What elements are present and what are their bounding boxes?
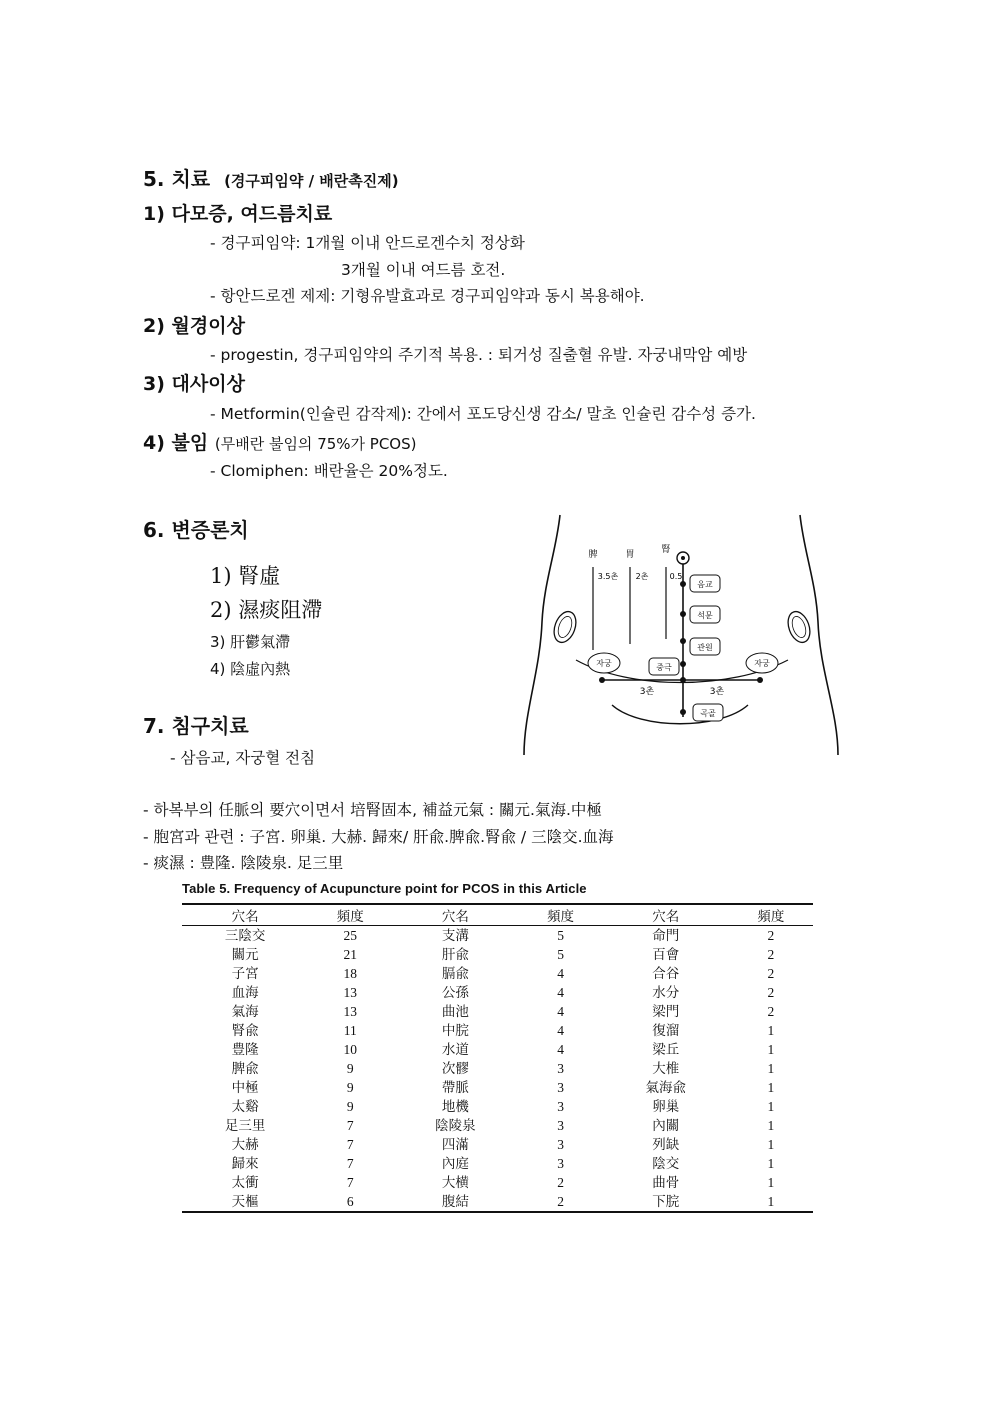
svg-text:석문: 석문 — [697, 611, 713, 620]
section5-item3-line1: - Metformin(인슐린 감작제): 간에서 포도당신생 감소/ 말초 인슐린 감수성 증가. — [210, 405, 756, 423]
point-name-cell: 腹結 — [392, 1192, 518, 1212]
frequency-cell: 1 — [767, 1137, 775, 1152]
frequency-cell: 9 — [346, 1099, 354, 1114]
frequency-cell: 7 — [346, 1156, 354, 1171]
section5-item1-line3: - 항안드로겐 제제: 기형유발효과로 경구피임약과 동시 복용해야. — [210, 287, 645, 305]
header-point-1: 穴名 — [182, 904, 308, 926]
point-name-cell: 命門 — [652, 928, 680, 943]
point-name-cell: 中極 — [231, 1080, 259, 1095]
point-name-cell: 天樞 — [182, 1192, 308, 1212]
section5-item4-line1: - Clomiphen: 배란율은 20%정도. — [210, 462, 448, 480]
frequency-cell: 11 — [343, 1023, 357, 1038]
section7-line: - 삼음교, 자궁혈 전침 — [170, 749, 316, 767]
point-name-cell: 四滿 — [441, 1137, 469, 1152]
frequency-cell: 13 — [343, 1004, 357, 1019]
point-name-cell: 卵巢 — [652, 1099, 680, 1114]
point-name-cell: 曲池 — [441, 1004, 469, 1019]
frequency-cell: 1 — [729, 1192, 813, 1212]
frequency-cell: 2 — [519, 1192, 603, 1212]
point-name-cell: 大椎 — [652, 1061, 680, 1076]
section5-item2-title: 2) 월경이상 — [143, 315, 245, 337]
point-name-cell: 公孫 — [441, 985, 469, 1000]
table-row — [182, 926, 813, 946]
table-row — [182, 1097, 813, 1116]
section6-item1: 1) 腎虛 — [210, 564, 281, 588]
point-label-gwanwon — [690, 638, 720, 655]
table-row — [182, 1021, 813, 1040]
svg-text:자궁: 자궁 — [754, 659, 770, 668]
frequency-cell: 1 — [767, 1175, 775, 1190]
svg-text:음교: 음교 — [697, 580, 713, 589]
frequency-cell: 1 — [767, 1099, 775, 1114]
header-point-2: 穴名 — [392, 904, 518, 926]
frequency-cell: 4 — [557, 966, 564, 981]
point-name-cell: 陰陵泉 — [435, 1118, 476, 1133]
table-body — [182, 926, 813, 1213]
table-row — [182, 1059, 813, 1078]
pelvis-curve — [612, 705, 748, 724]
frequency-cell: 2 — [767, 1004, 775, 1019]
frequency-cell: 2 — [767, 966, 775, 981]
meridian-label-spleen: 脾 — [588, 550, 598, 560]
table-row — [182, 983, 813, 1002]
table-row — [182, 1002, 813, 1021]
point-name-cell: 下脘 — [603, 1192, 729, 1212]
point-label-junggeuk — [649, 658, 679, 675]
point-name-cell: 水道 — [441, 1042, 469, 1057]
point-name-cell: 支溝 — [441, 928, 469, 943]
point-name-cell: 膈兪 — [441, 966, 469, 981]
point-label-jagung-left — [588, 653, 620, 673]
left-hip-bone — [550, 609, 580, 646]
table-caption: Table 5. Frequency of Acupuncture point for PCOS in this Article — [182, 881, 587, 896]
point-name-cell: 合谷 — [652, 966, 680, 981]
point-name-cell: 肝兪 — [441, 947, 469, 962]
section5-heading: 5. 치료 (경구피임약 / 배란촉진제) — [143, 167, 399, 191]
point-name-cell: 百會 — [652, 947, 680, 962]
frequency-cell: 13 — [343, 985, 357, 1000]
frequency-cell: 2 — [767, 947, 775, 962]
abdomen-acupoint-diagram — [520, 512, 842, 760]
frequency-cell: 7 — [346, 1137, 354, 1152]
point-name-cell: 腎兪 — [231, 1023, 259, 1038]
point-name-cell: 太谿 — [231, 1099, 259, 1114]
point-name-cell: 氣海兪 — [645, 1080, 686, 1095]
frequency-cell: 2 — [557, 1175, 564, 1190]
point-name-cell: 陰交 — [652, 1156, 680, 1171]
frequency-cell: 7 — [346, 1118, 354, 1133]
table-row — [182, 964, 813, 983]
distance-label-0.5: 0.5 — [669, 572, 683, 581]
point-name-cell: 地機 — [441, 1099, 469, 1114]
table-row — [182, 1173, 813, 1192]
frequency-cell: 3 — [557, 1061, 564, 1076]
section6-heading: 6. 변증론치 — [143, 518, 249, 542]
frequency-cell: 1 — [767, 1118, 775, 1133]
frequency-cell: 18 — [343, 966, 357, 981]
point-name-cell: 梁丘 — [652, 1042, 680, 1057]
frequency-cell: 1 — [767, 1061, 775, 1076]
table-row — [182, 1040, 813, 1059]
section5-item2-line1: - progestin, 경구피임약의 주기적 복용. : 퇴거성 질출혈 유발. 자궁내막암 예방 — [210, 346, 748, 364]
section5-item4-title: 4) 불임 (무배란 불임의 75%가 PCOS) — [143, 432, 417, 454]
frequency-cell: 1 — [767, 1080, 775, 1095]
point-name-cell: 血海 — [231, 985, 259, 1000]
frequency-cell: 3 — [557, 1118, 564, 1133]
section5-item1-line2: 3개월 이내 여드름 호전. — [341, 261, 506, 279]
frequency-cell: 2 — [767, 985, 775, 1000]
frequency-cell: 9 — [346, 1061, 354, 1076]
point-name-cell: 豊隆 — [231, 1042, 259, 1057]
point-name-cell: 大横 — [441, 1175, 469, 1190]
frequency-cell: 9 — [346, 1080, 354, 1095]
point-name-cell: 次髎 — [441, 1061, 469, 1076]
distance-label-3.5: 3.5촌 — [597, 572, 619, 581]
point-name-cell: 三陰交 — [224, 928, 266, 943]
point-name-cell: 太衝 — [231, 1175, 259, 1190]
header-freq-2: 頻度 — [519, 904, 603, 926]
point-name-cell: 氣海 — [231, 1004, 259, 1019]
point-name-cell: 復溜 — [652, 1023, 680, 1038]
section6-item2: 2) 濕痰阻滯 — [210, 598, 323, 622]
point-name-cell: 內庭 — [441, 1156, 469, 1171]
note-3: - 痰濕 : 豊隆. 陰陵泉. 足三里 — [143, 854, 344, 872]
distance-label-3-left: 3촌 — [639, 687, 655, 697]
frequency-cell: 1 — [767, 1023, 775, 1038]
svg-text:곡골: 곡골 — [700, 709, 716, 718]
point-name-cell: 列缺 — [652, 1137, 680, 1152]
section5-item1-line1: - 경구피임약: 1개월 이내 안드로겐수치 정상화 — [210, 234, 525, 252]
header-freq-1: 頻度 — [308, 904, 392, 926]
table-row — [182, 1078, 813, 1097]
distance-label-3-right: 3촌 — [709, 687, 725, 697]
point-name-cell: 足三里 — [224, 1118, 266, 1133]
point-name-cell: 子宮 — [231, 966, 259, 981]
frequency-cell: 10 — [343, 1042, 357, 1057]
note-2: - 胞宮과 관련 : 子宮. 卵巢. 大赫. 歸來/ 肝兪.脾兪.腎兪 / 三陰交.血海 — [143, 828, 614, 846]
section6-item4: 4) 陰虛內熱 — [210, 660, 291, 678]
svg-text:중극: 중극 — [656, 663, 672, 672]
frequency-cell: 7 — [346, 1175, 354, 1190]
note-1: - 하복부의 任脈의 要穴이면서 培腎固本, 補益元氣 : 關元.氣海.中極 — [143, 801, 602, 819]
point-name-cell: 內關 — [652, 1118, 680, 1133]
svg-text:자궁: 자궁 — [596, 659, 612, 668]
frequency-cell: 25 — [343, 928, 357, 943]
section5-item1-title: 1) 다모증, 여드름치료 — [143, 203, 333, 225]
point-label-seokmun — [690, 606, 720, 623]
section5-item4-paren: (무배란 불임의 75%가 PCOS) — [214, 435, 417, 453]
frequency-cell: 1 — [767, 1042, 775, 1057]
frequency-cell: 4 — [557, 1004, 564, 1019]
section7-heading: 7. 침구치료 — [143, 714, 249, 738]
point-name-cell: 關元 — [231, 947, 259, 962]
header-point-3: 穴名 — [603, 904, 729, 926]
point-name-cell: 水分 — [652, 985, 680, 1000]
frequency-cell: 6 — [308, 1192, 392, 1212]
point-name-cell: 中脘 — [441, 1023, 469, 1038]
frequency-cell: 4 — [557, 1023, 564, 1038]
point-name-cell: 大赫 — [231, 1137, 259, 1152]
table-row — [182, 1116, 813, 1135]
table-header-row — [182, 904, 813, 926]
frequency-cell: 4 — [557, 985, 564, 1000]
point-name-cell: 歸來 — [231, 1156, 259, 1171]
frequency-cell: 3 — [557, 1156, 564, 1171]
svg-text:관원: 관원 — [697, 643, 713, 652]
table-row — [182, 1154, 813, 1173]
frequency-cell: 1 — [767, 1156, 775, 1171]
frequency-cell: 3 — [557, 1080, 564, 1095]
section5-item3-title: 3) 대사이상 — [143, 373, 245, 395]
torso-right-outline — [800, 515, 838, 755]
table-row — [182, 945, 813, 964]
acupoint-frequency-table — [182, 903, 813, 1213]
meridian-label-stomach: 胃 — [625, 550, 635, 560]
frequency-cell: 2 — [767, 928, 775, 943]
point-name-cell: 脾兪 — [231, 1061, 259, 1076]
frequency-cell: 5 — [557, 947, 564, 962]
frequency-cell: 3 — [557, 1099, 564, 1114]
point-label-jagung-right — [746, 653, 778, 673]
frequency-cell: 5 — [557, 928, 564, 943]
point-name-cell: 曲骨 — [652, 1175, 680, 1190]
table-row — [182, 1135, 813, 1154]
frequency-cell: 4 — [557, 1042, 564, 1057]
section6-item3: 3) 肝鬱氣滯 — [210, 633, 291, 651]
point-label-gokgol — [693, 704, 723, 721]
meridian-label-kidney: 腎 — [661, 545, 671, 555]
frequency-cell: 21 — [343, 947, 357, 962]
right-hip-bone — [784, 609, 814, 646]
point-name-cell: 梁門 — [652, 1004, 680, 1019]
point-name-cell: 帶脈 — [441, 1080, 469, 1095]
distance-label-2: 2촌 — [635, 572, 649, 581]
point-label-eumgyo — [690, 575, 720, 592]
frequency-cell: 3 — [557, 1137, 564, 1152]
table-row — [182, 1192, 813, 1212]
header-freq-3: 頻度 — [729, 904, 813, 926]
